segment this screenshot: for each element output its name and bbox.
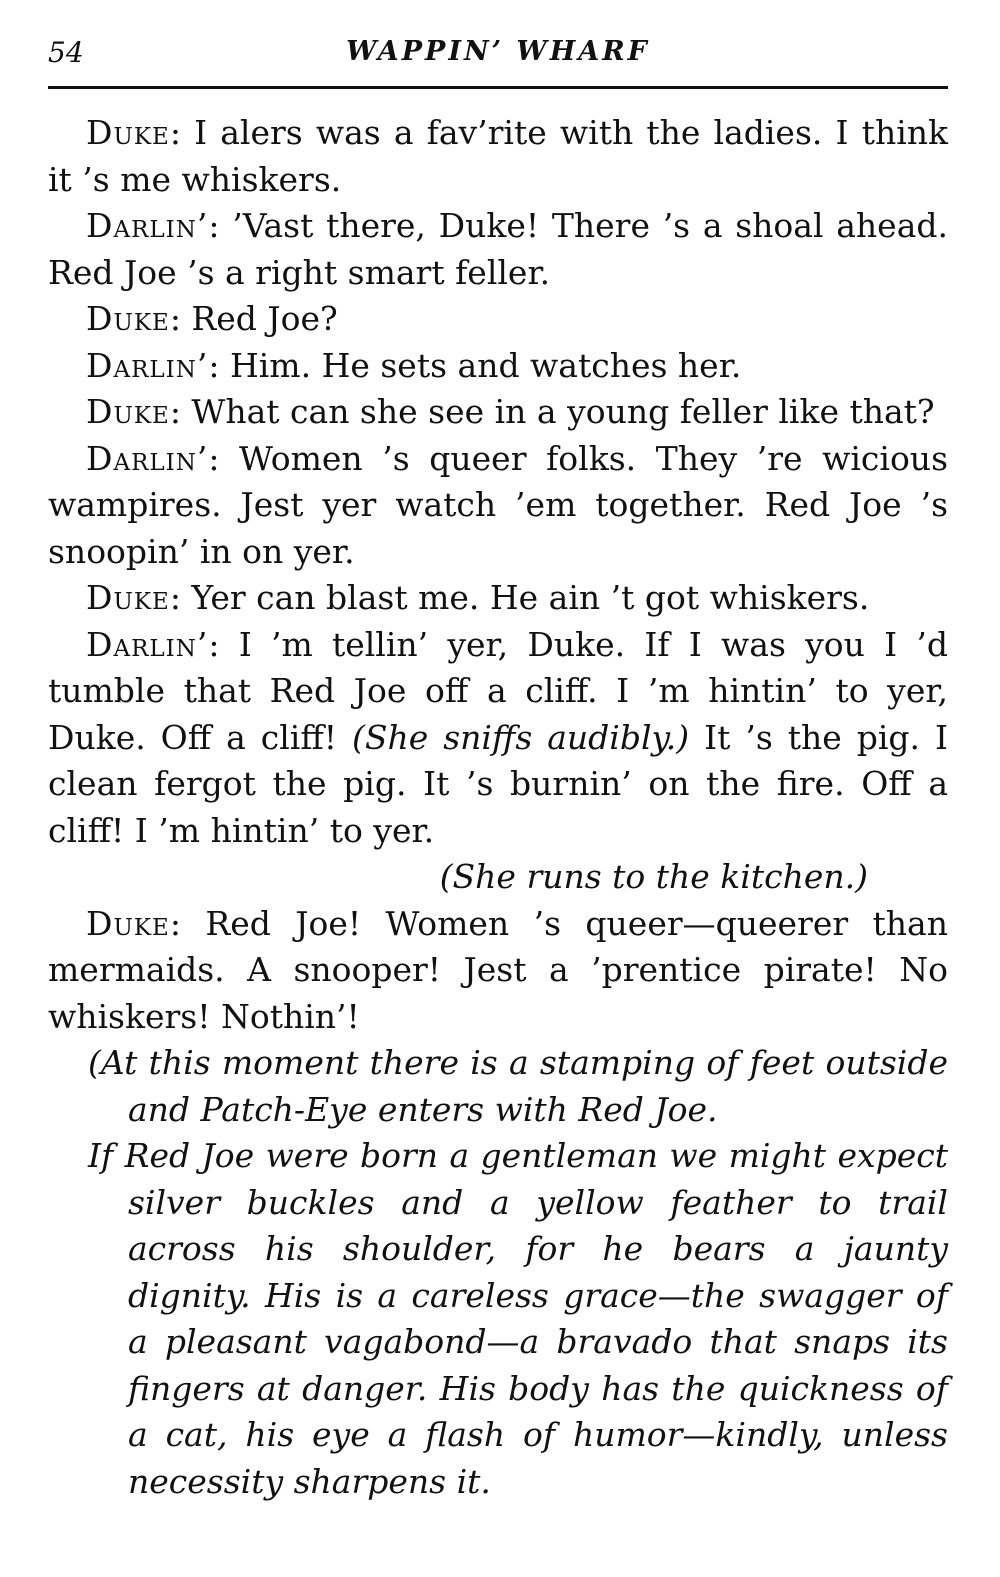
dialogue-text: : Yer can blast me. He ain ’t got whiskers. xyxy=(169,578,870,617)
speaker-name: Darlin’ xyxy=(86,438,209,478)
speaker-name: Darlin’ xyxy=(86,624,209,664)
dialogue-text: : Red Joe? xyxy=(169,299,338,338)
stage-direction-block: (At this moment there is a stamping of feet outside and Patch-Eye enters with Red Joe. xyxy=(88,1043,948,1129)
dialogue-text: It ’s the pig. I clean fergot the pig. It ’s burnin’ on the fire. Off a cliff! I ’m hintin’ to yer. xyxy=(48,717,949,850)
dialogue-line xyxy=(48,901,948,1041)
speaker-name: Duke xyxy=(86,299,170,338)
speaker-name: Darlin’ xyxy=(86,206,209,245)
speaker-name: Duke xyxy=(86,903,170,943)
stage-direction-block: If Red Joe were born a gentleman we might expect silver buckles and a yellow feather to trail across his shoulder, for he bears a jaunty dignity. His is a careless grace—the swagger of a pleasant vagabond—a bravado that snaps its fingers at danger. His body has the quickness of a cat, his eye a flash of humor—kindly, unless necessity sharpens it. xyxy=(88,1136,948,1501)
dialogue-line xyxy=(48,203,948,296)
dialogue-text: : Red Joe! Women ’s queer—queerer than mermaids. A snooper! Jest a ’prentice pirate! No whiskers! Nothin’! xyxy=(48,903,948,1036)
dialogue-line xyxy=(48,296,948,343)
dialogue-line xyxy=(48,110,948,203)
page-header xyxy=(48,28,948,80)
dialogue-text: : Him. He sets and watches her. xyxy=(208,345,742,385)
book-page xyxy=(48,28,949,1501)
inline-stage-direction: (She sniffs audibly.) xyxy=(352,717,690,757)
speaker-name: Duke xyxy=(86,113,170,152)
dialogue-line xyxy=(48,436,948,576)
running-title: WAPPIN’ WHARF xyxy=(346,36,650,67)
dialogue-line xyxy=(48,389,948,436)
speaker-name: Duke xyxy=(86,392,170,431)
dialogue-text: : I ’m tellin’ yer, Duke. If I was you I ’d tumble that Red Joe off a cliff. I ’m hintin’ to yer, Duke. Off a cliff! xyxy=(48,624,948,757)
dialogue-line xyxy=(48,575,948,622)
speaker-name: Duke xyxy=(86,578,170,617)
dialogue-text: : I alers was a fav’rite with the ladies. I think it ’s me whiskers. xyxy=(48,113,948,199)
stage-direction-right: (She runs to the kitchen.) xyxy=(439,857,868,896)
dialogue-text: : What can she see in a young feller like that? xyxy=(169,392,935,431)
dialogue-text: : ’Vast there, Duke! There ’s a shoal ahead. Red Joe ’s a right smart feller. xyxy=(48,206,948,292)
page-body xyxy=(48,110,948,1505)
dialogue-text: : Women ’s queer folks. They ’re wicious wampires. Jest yer watch ’em together. Red Joe ’s snoopin’ in on yer. xyxy=(48,438,948,571)
speaker-name: Darlin’ xyxy=(86,345,209,385)
page-number: 54 xyxy=(48,36,84,69)
dialogue-line xyxy=(48,622,948,855)
header-rule xyxy=(48,86,948,89)
dialogue-line xyxy=(48,343,948,390)
